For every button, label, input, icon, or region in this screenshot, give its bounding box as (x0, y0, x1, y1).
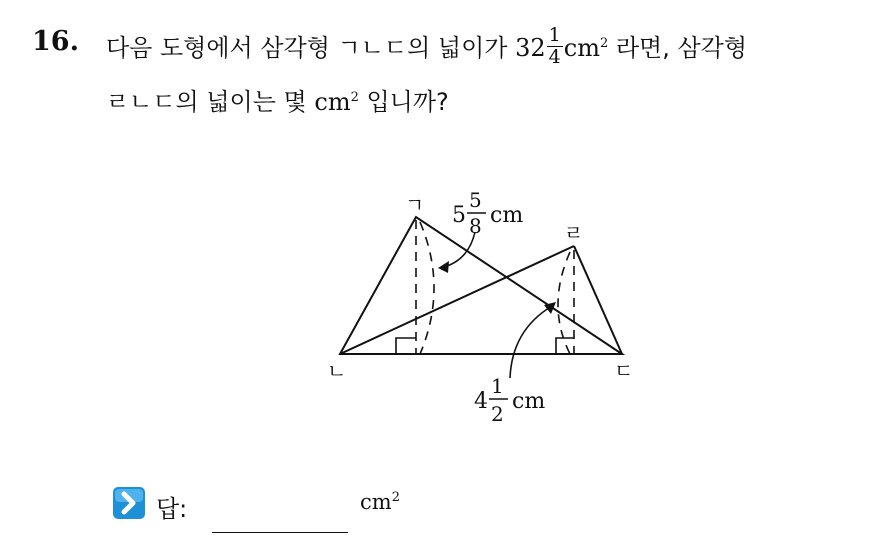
vertex-label-n: ㄴ (327, 359, 347, 383)
height1-unit: cm (490, 203, 524, 228)
question-number: 16. (32, 26, 79, 57)
pointer-height-r (510, 306, 552, 378)
height1-denominator: 8 (469, 214, 482, 238)
area-whole: 32 (515, 34, 546, 62)
answer-label: 답: (156, 495, 188, 523)
height2-denominator: 2 (491, 402, 504, 426)
answer-unit (360, 490, 400, 514)
area-unit: cm (563, 34, 600, 62)
area-unit-exp: 2 (599, 36, 609, 51)
vertex-label-d: ㄷ (614, 359, 634, 383)
height2-numerator: 1 (491, 374, 504, 398)
height-brace-g (420, 222, 434, 354)
question-text-part3: ㄹㄴㄷ의 넓이는 몇 (106, 88, 307, 116)
unit-inline: cm (314, 88, 351, 116)
height1-whole: 5 (452, 203, 466, 228)
unit-inline-exp: 2 (350, 90, 359, 105)
height2-whole: 4 (474, 389, 488, 414)
area-numerator: 1 (548, 23, 561, 46)
answer-unit-text: cm (360, 490, 392, 514)
question-text-part2: 라면, 삼각형 (615, 34, 748, 62)
answer-unit-exp: 2 (391, 490, 400, 505)
arrowhead-g (438, 261, 449, 273)
right-angle-mark-r (556, 338, 574, 354)
height1-numerator: 5 (469, 188, 482, 212)
question-text-part1: 다음 도형에서 삼각형 ㄱㄴㄷ의 넓이가 (106, 34, 508, 62)
question-text-part4: 입니까? (366, 88, 449, 116)
vertex-label-r: ㄹ (564, 221, 584, 245)
chevron-right-icon (112, 486, 146, 520)
right-angle-mark-g (396, 338, 416, 354)
answer-blank[interactable] (212, 532, 348, 533)
area-denominator: 4 (548, 45, 561, 68)
vertex-label-g: ㄱ (405, 193, 425, 217)
side-n-r (340, 246, 574, 354)
height2-unit: cm (512, 389, 546, 414)
